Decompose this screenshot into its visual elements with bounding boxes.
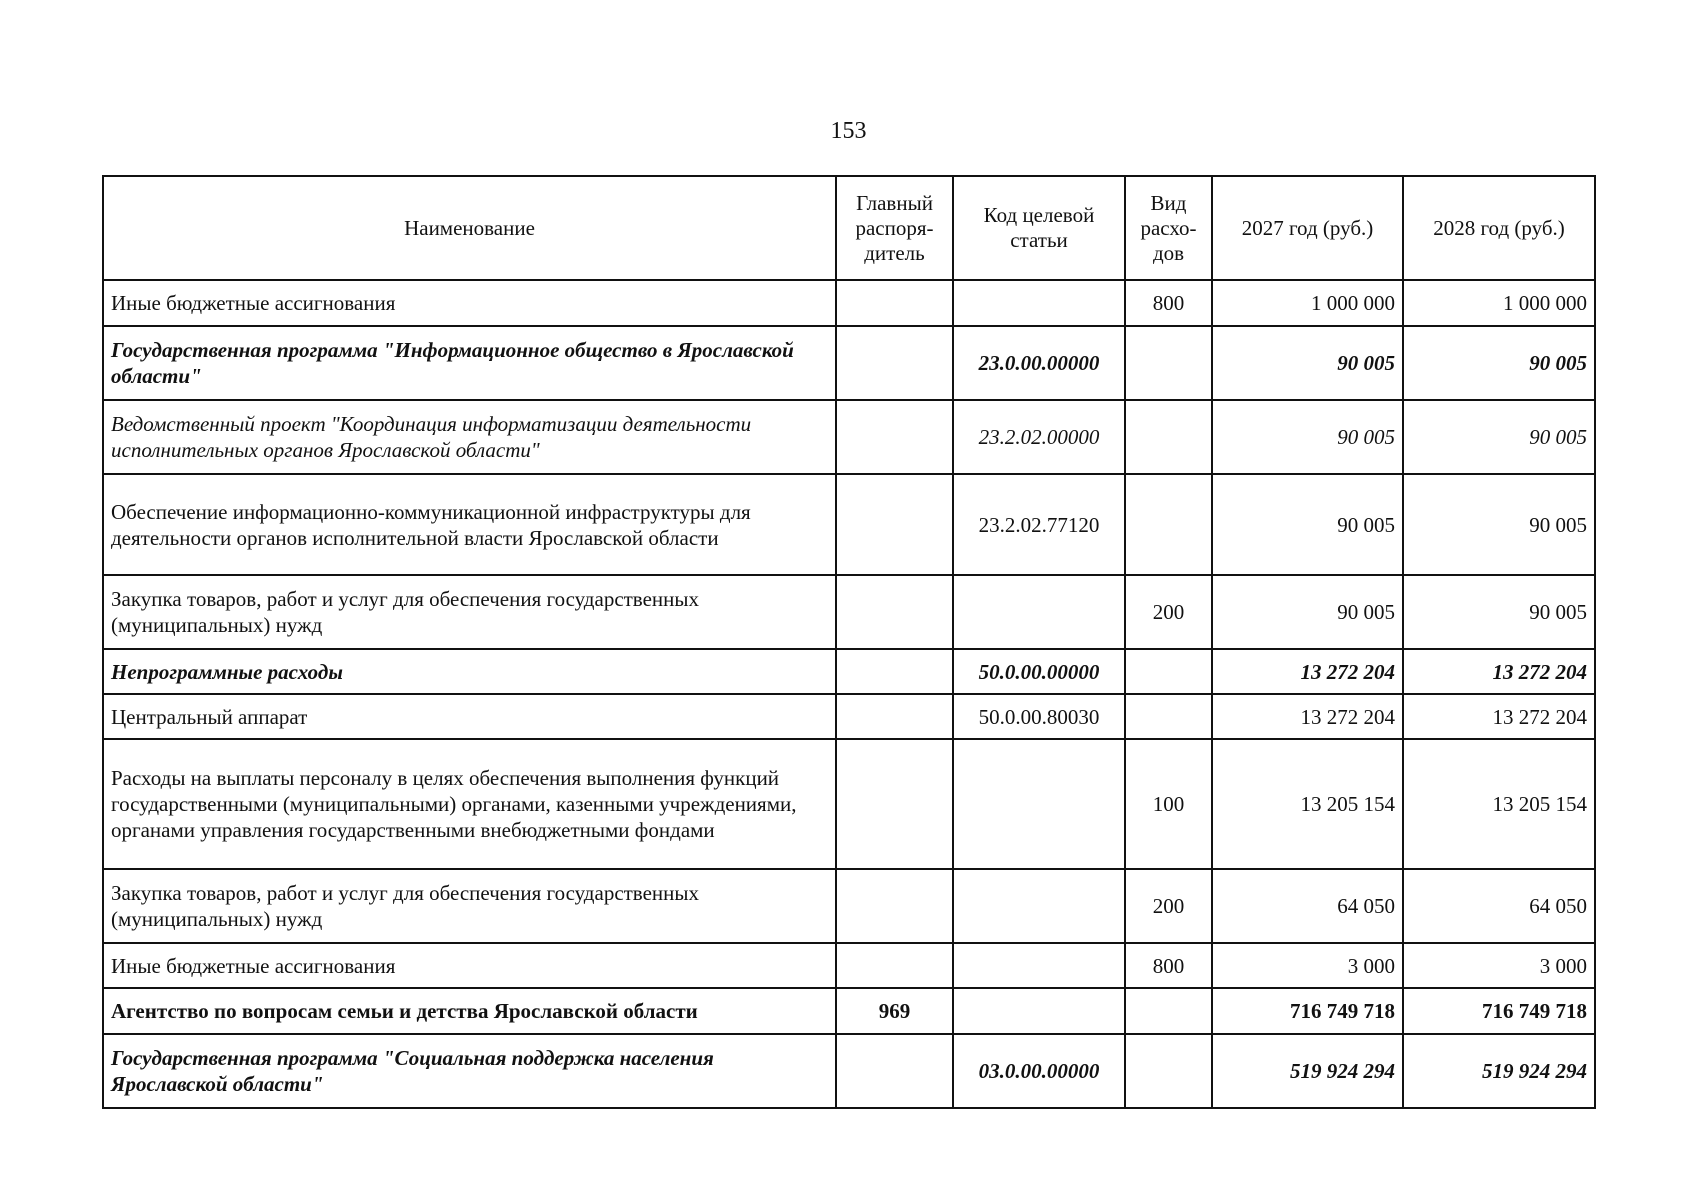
row-name: Агентство по вопросам семьи и детства Ярославской области	[103, 988, 836, 1034]
budget-table	[102, 175, 1596, 1109]
row-code: 50.0.00.80030	[953, 694, 1125, 739]
row-manager	[836, 694, 953, 739]
table-row	[103, 474, 1595, 575]
row-2028: 90 005	[1403, 575, 1595, 649]
table-row	[103, 326, 1595, 400]
row-code: 23.2.02.77120	[953, 474, 1125, 575]
row-name: Расходы на выплаты персоналу в целях обеспечения выполнения функций государственными (муниципальными) органами, казенными учреждениями, органами управления государственными внебюджетными фондами	[103, 739, 836, 869]
row-name: Государственная программа "Информационное общество в Ярославской области"	[103, 326, 836, 400]
row-2028: 13 205 154	[1403, 739, 1595, 869]
row-manager	[836, 649, 953, 694]
row-name: Государственная программа "Социальная поддержка населения Ярославской области"	[103, 1034, 836, 1108]
header-main-manager: Главный распоря-дитель	[836, 176, 953, 280]
row-name: Обеспечение информационно-коммуникационной инфраструктуры для деятельности органов исполнительной власти Ярославской области	[103, 474, 836, 575]
row-2027: 716 749 718	[1212, 988, 1403, 1034]
row-name: Закупка товаров, работ и услуг для обеспечения государственных (муниципальных) нужд	[103, 869, 836, 943]
row-manager	[836, 869, 953, 943]
row-name: Ведомственный проект "Координация информатизации деятельности исполнительных органов Ярославской области"	[103, 400, 836, 474]
header-year-2028: 2028 год (руб.)	[1403, 176, 1595, 280]
row-code	[953, 869, 1125, 943]
row-manager	[836, 400, 953, 474]
row-2027: 13 205 154	[1212, 739, 1403, 869]
table-row	[103, 694, 1595, 739]
row-code: 03.0.00.00000	[953, 1034, 1125, 1108]
row-2027: 90 005	[1212, 400, 1403, 474]
row-code	[953, 988, 1125, 1034]
row-type: 800	[1125, 280, 1212, 326]
row-2027: 3 000	[1212, 943, 1403, 988]
row-2027: 64 050	[1212, 869, 1403, 943]
row-type	[1125, 326, 1212, 400]
row-manager	[836, 739, 953, 869]
row-type: 200	[1125, 575, 1212, 649]
header-name: Наименование	[103, 176, 836, 280]
page-number: 153	[830, 118, 867, 144]
row-code: 23.2.02.00000	[953, 400, 1125, 474]
row-type	[1125, 474, 1212, 575]
header-expense-type: Вид расхо-дов	[1125, 176, 1212, 280]
row-type	[1125, 400, 1212, 474]
row-type: 800	[1125, 943, 1212, 988]
row-manager	[836, 474, 953, 575]
header-year-2027: 2027 год (руб.)	[1212, 176, 1403, 280]
row-type: 100	[1125, 739, 1212, 869]
row-code	[953, 575, 1125, 649]
row-2027: 13 272 204	[1212, 694, 1403, 739]
row-type	[1125, 694, 1212, 739]
header-target-code: Код целевой статьи	[953, 176, 1125, 280]
row-manager	[836, 575, 953, 649]
table-row	[103, 1034, 1595, 1108]
row-2028: 13 272 204	[1403, 649, 1595, 694]
table-row	[103, 943, 1595, 988]
row-manager	[836, 1034, 953, 1108]
row-2028: 90 005	[1403, 474, 1595, 575]
row-manager	[836, 943, 953, 988]
row-2028: 716 749 718	[1403, 988, 1595, 1034]
row-code	[953, 280, 1125, 326]
table-row	[103, 400, 1595, 474]
row-2027: 13 272 204	[1212, 649, 1403, 694]
row-name: Иные бюджетные ассигнования	[103, 943, 836, 988]
row-code: 23.0.00.00000	[953, 326, 1125, 400]
table-row	[103, 988, 1595, 1034]
row-name: Закупка товаров, работ и услуг для обеспечения государственных (муниципальных) нужд	[103, 575, 836, 649]
row-code	[953, 943, 1125, 988]
row-2027: 1 000 000	[1212, 280, 1403, 326]
row-type: 200	[1125, 869, 1212, 943]
row-2028: 64 050	[1403, 869, 1595, 943]
table-row	[103, 280, 1595, 326]
row-name: Иные бюджетные ассигнования	[103, 280, 836, 326]
row-code: 50.0.00.00000	[953, 649, 1125, 694]
row-name: Центральный аппарат	[103, 694, 836, 739]
row-2028: 1 000 000	[1403, 280, 1595, 326]
row-2027: 90 005	[1212, 575, 1403, 649]
row-name: Непрограммные расходы	[103, 649, 836, 694]
table-row	[103, 649, 1595, 694]
row-2028: 3 000	[1403, 943, 1595, 988]
row-2028: 90 005	[1403, 326, 1595, 400]
header-row	[103, 176, 1595, 280]
row-2028: 519 924 294	[1403, 1034, 1595, 1108]
row-manager: 969	[836, 988, 953, 1034]
row-type	[1125, 1034, 1212, 1108]
table-row	[103, 739, 1595, 869]
table-row	[103, 575, 1595, 649]
row-code	[953, 739, 1125, 869]
row-2027: 90 005	[1212, 326, 1403, 400]
row-2027: 90 005	[1212, 474, 1403, 575]
row-type	[1125, 649, 1212, 694]
row-type	[1125, 988, 1212, 1034]
table-row	[103, 869, 1595, 943]
row-2028: 90 005	[1403, 400, 1595, 474]
row-manager	[836, 326, 953, 400]
row-manager	[836, 280, 953, 326]
row-2027: 519 924 294	[1212, 1034, 1403, 1108]
row-2028: 13 272 204	[1403, 694, 1595, 739]
